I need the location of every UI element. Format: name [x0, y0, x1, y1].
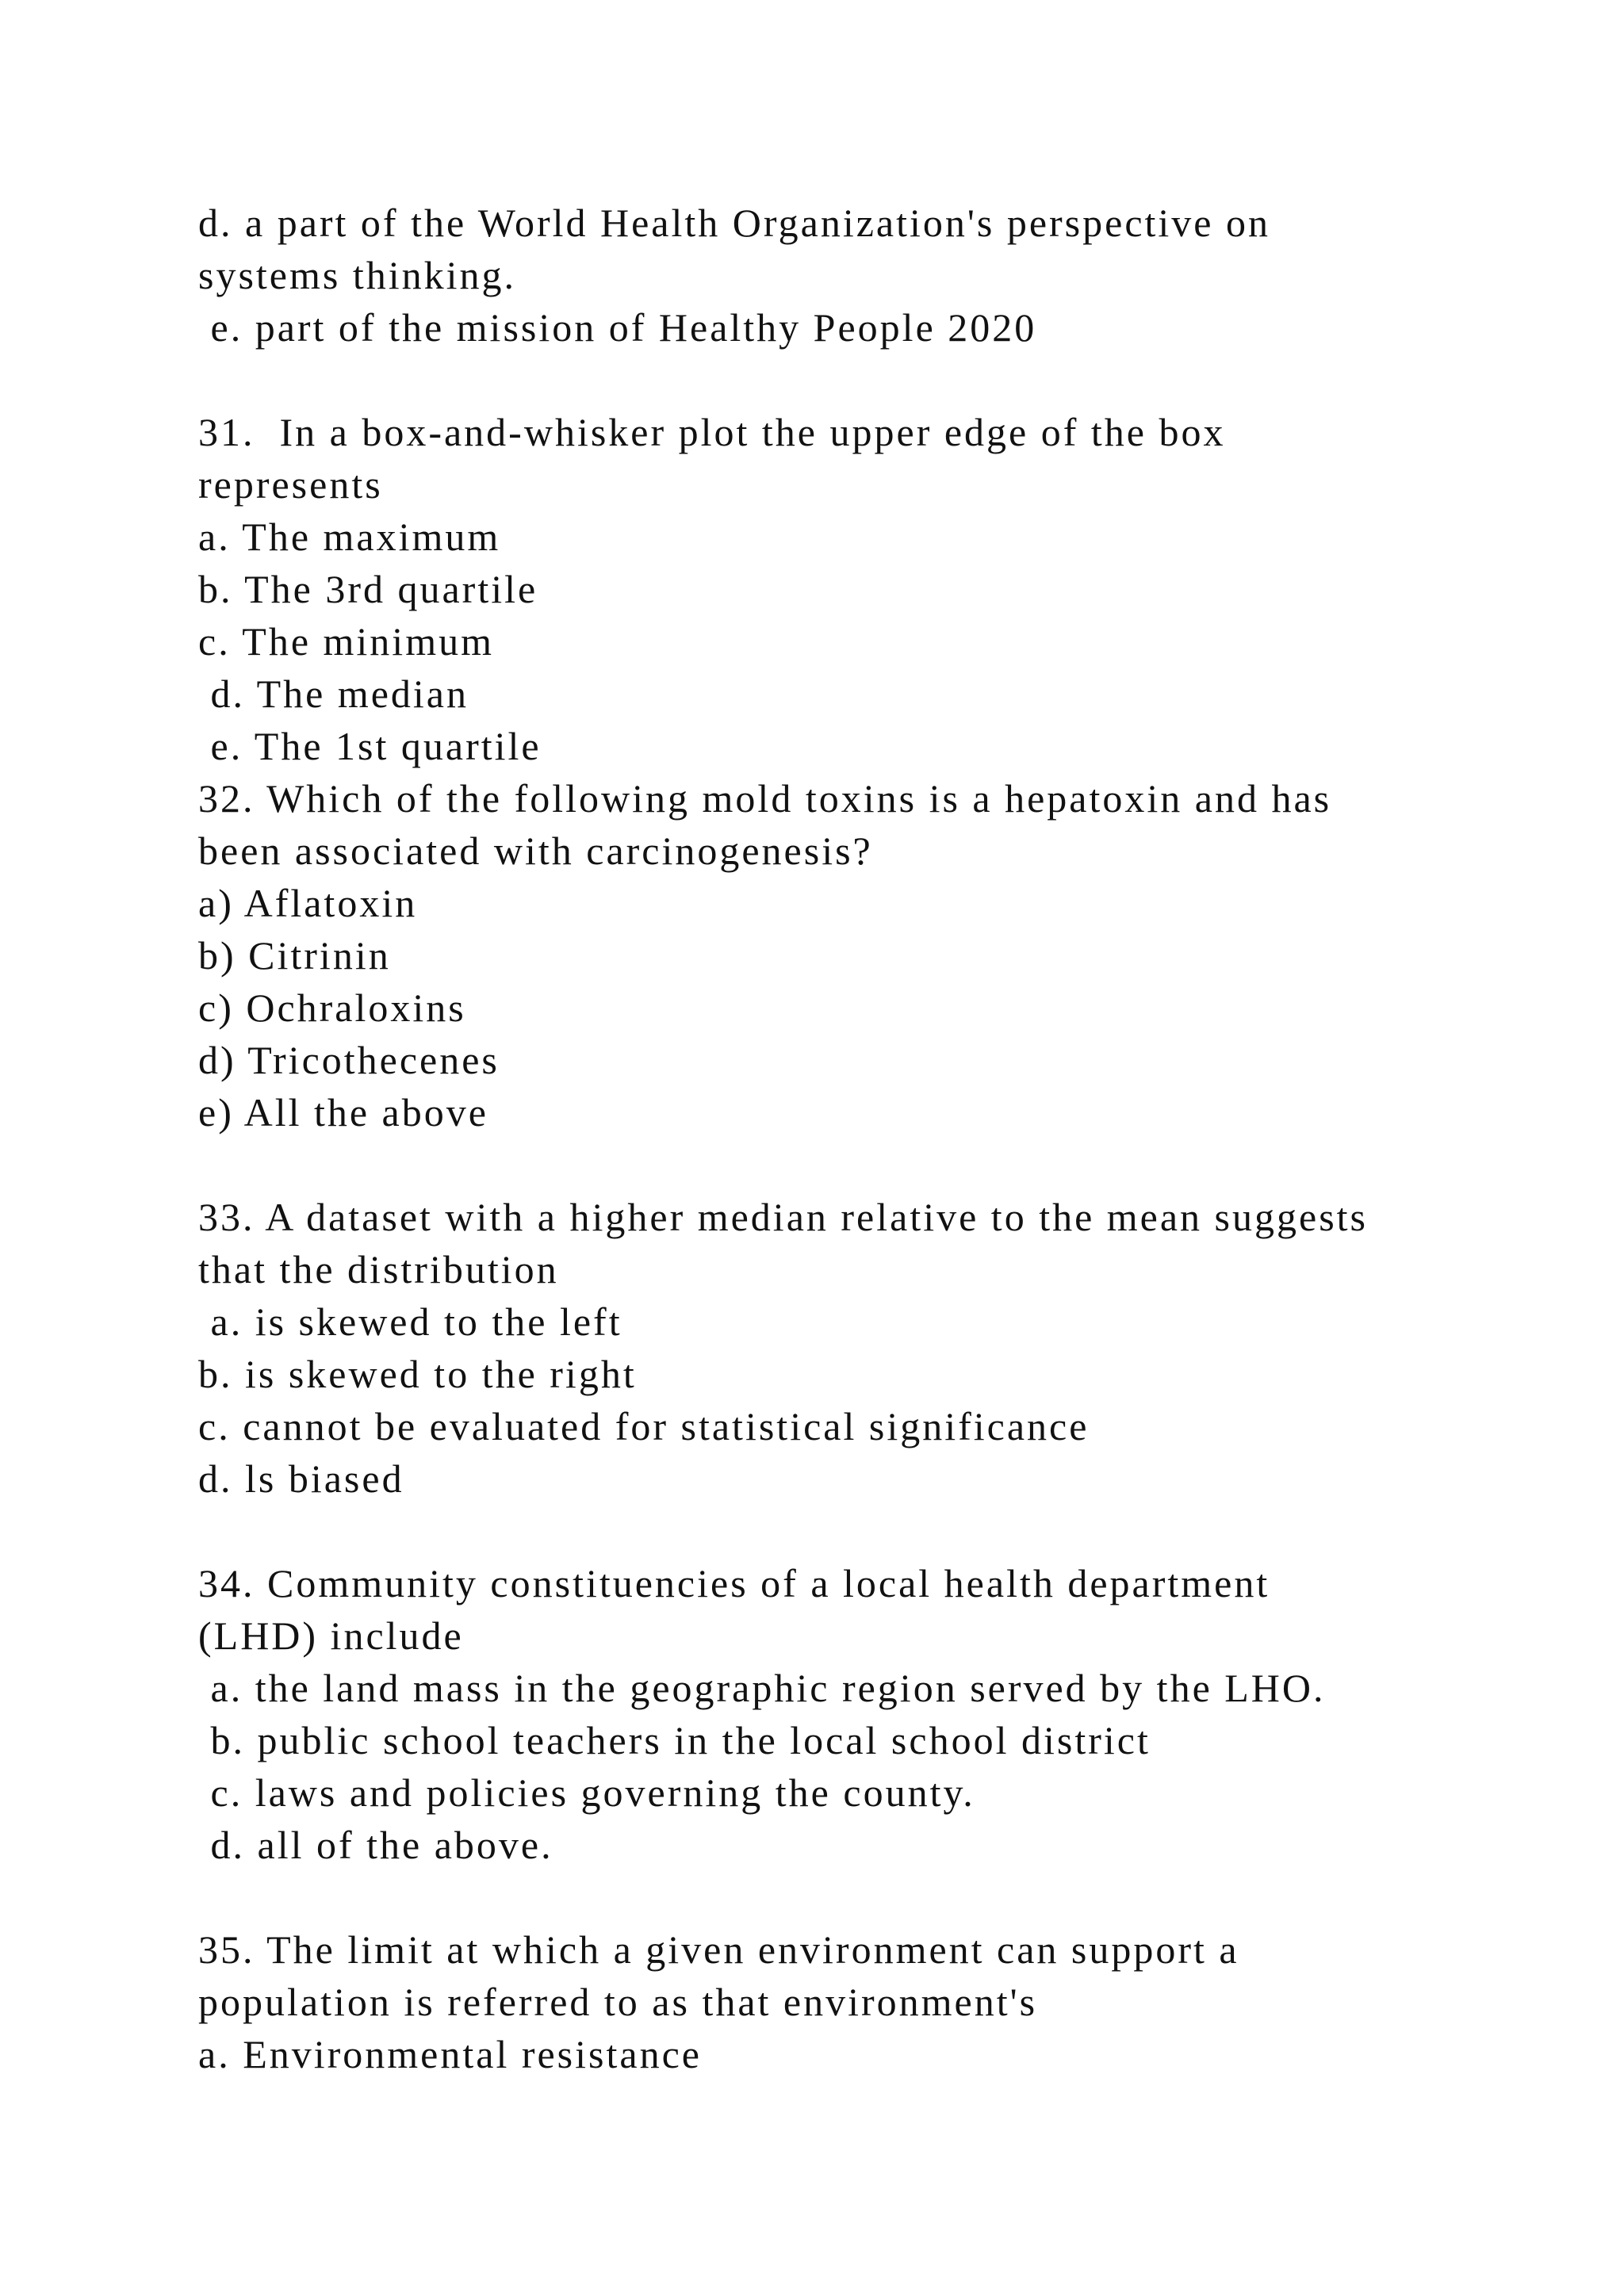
- question-33: [198, 1191, 1499, 1505]
- question-text: (LHD) include: [198, 1613, 464, 1658]
- spacer: [198, 1871, 1499, 1923]
- option-line: e) All the above: [198, 1090, 488, 1135]
- question-text: 34. Community constituencies of a local health department: [198, 1561, 1270, 1605]
- option-line: b. is skewed to the right: [198, 1352, 637, 1396]
- option-line: a. is skewed to the left: [198, 1299, 622, 1344]
- option-line: c. cannot be evaluated for statistical significance: [198, 1404, 1090, 1448]
- option-line: e. part of the mission of Healthy People 2020: [198, 305, 1037, 350]
- question-text: 35. The limit at which a given environment can support a: [198, 1927, 1239, 1972]
- option-line: systems thinking.: [198, 253, 517, 297]
- prev-question-options: [198, 197, 1499, 354]
- question-32: [198, 772, 1499, 1138]
- spacer: [198, 1505, 1499, 1557]
- question-text: represents: [198, 462, 383, 507]
- option-line: d. all of the above.: [198, 1823, 553, 1867]
- option-line: b. public school teachers in the local school district: [198, 1718, 1151, 1762]
- option-line: e. The 1st quartile: [198, 724, 542, 768]
- option-line: c) Ochraloxins: [198, 985, 466, 1030]
- option-line: c. The minimum: [198, 619, 494, 664]
- option-line: a. the land mass in the geographic region served by the LHO.: [198, 1666, 1326, 1710]
- option-line: a. Environmental resistance: [198, 2032, 702, 2076]
- question-34: [198, 1557, 1499, 1871]
- document-text: [198, 197, 1499, 2080]
- option-line: d) Tricothecenes: [198, 1038, 500, 1082]
- question-text: 31. In a box-and-whisker plot the upper edge of the box: [198, 410, 1226, 454]
- question-text: population is referred to as that environment's: [198, 1980, 1038, 2024]
- option-line: d. ls biased: [198, 1456, 404, 1501]
- option-line: c. laws and policies governing the county.: [198, 1770, 975, 1815]
- option-line: d. The median: [198, 672, 469, 716]
- question-text: 33. A dataset with a higher median relative to the mean suggests: [198, 1195, 1369, 1239]
- question-35: [198, 1923, 1499, 2080]
- question-text: that the distribution: [198, 1247, 559, 1292]
- option-line: d. a part of the World Health Organization's perspective on: [198, 201, 1270, 245]
- option-line: b. The 3rd quartile: [198, 567, 538, 611]
- option-line: a) Aflatoxin: [198, 881, 418, 925]
- question-text: 32. Which of the following mold toxins is a hepatoxin and has: [198, 776, 1332, 821]
- option-line: a. The maximum: [198, 515, 501, 559]
- question-text: been associated with carcinogenesis?: [198, 828, 873, 873]
- spacer: [198, 354, 1499, 406]
- spacer: [198, 1138, 1499, 1191]
- question-31: [198, 406, 1499, 772]
- option-line: b) Citrinin: [198, 933, 391, 978]
